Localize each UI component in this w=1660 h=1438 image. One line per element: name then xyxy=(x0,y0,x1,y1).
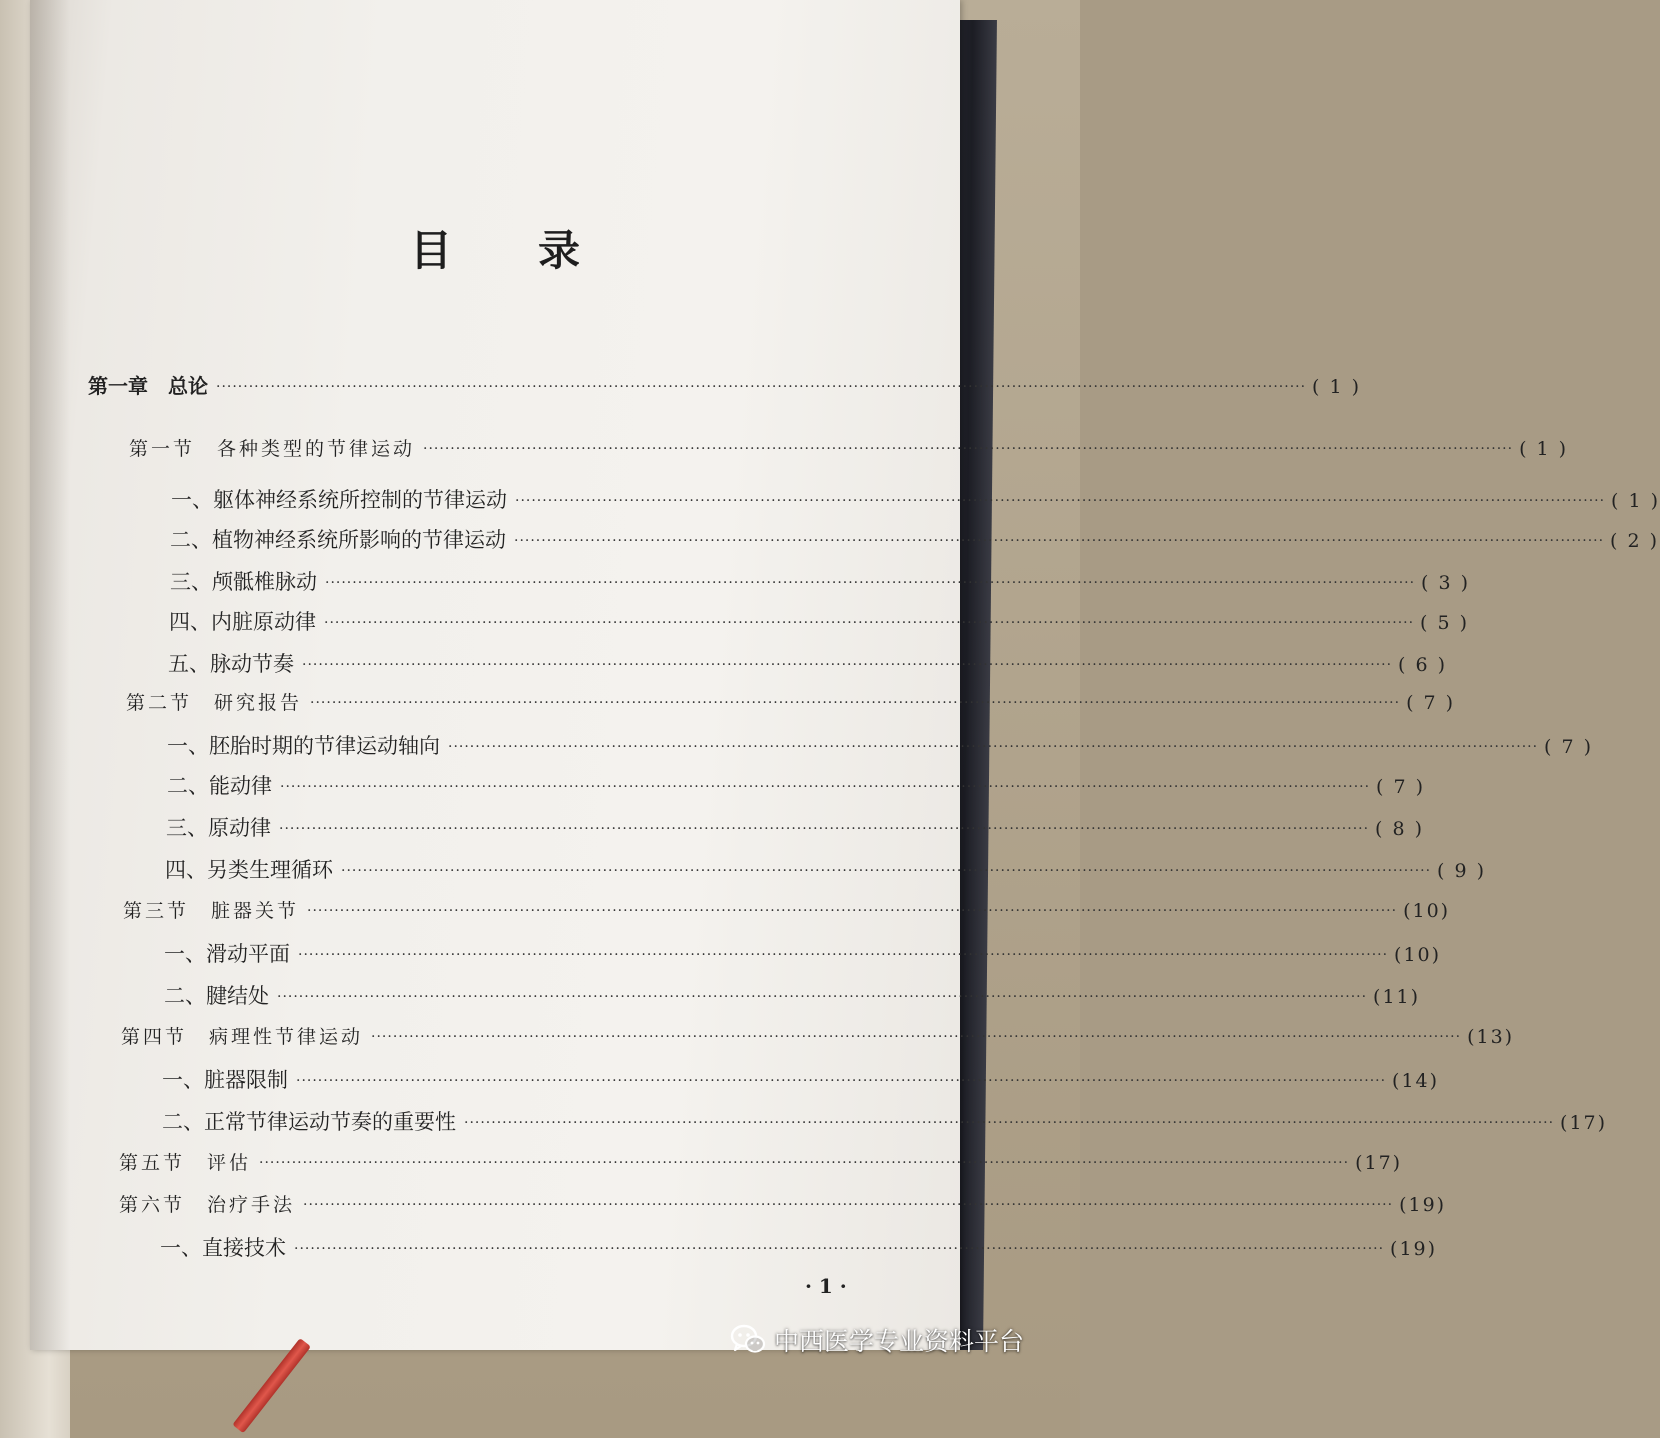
toc-entry-item xyxy=(162,1064,1440,1094)
toc-entry-item xyxy=(166,812,1425,842)
toc-entry-page: ( 7 ) xyxy=(1544,736,1594,758)
toc-entry-chapter xyxy=(88,370,1362,400)
toc-leader-dots: ········································································································································································································ xyxy=(514,533,1605,549)
toc-entry-section xyxy=(123,896,1451,926)
toc-leader-dots: ········································································································································································································ xyxy=(302,657,1393,673)
toc-entry-page: (14) xyxy=(1392,1070,1440,1092)
toc-entry-item xyxy=(171,484,1660,514)
toc-entry-section xyxy=(119,1148,1403,1178)
toc-entry-page: ( 1 ) xyxy=(1611,490,1660,512)
title-char-1: 目 xyxy=(410,226,453,275)
toc-leader-dots: ········································································································································································································ xyxy=(341,863,1432,879)
toc-leader-dots: ········································································································································································································ xyxy=(280,779,1371,795)
toc-entry-label: 一、滑动平面 xyxy=(164,942,290,966)
toc-leader-dots: ········································································································································································································ xyxy=(259,1155,1350,1171)
toc-entry-label: 五、脉动节奏 xyxy=(168,652,294,676)
toc-entry-label: 二、植物神经系统所影响的节律运动 xyxy=(170,528,506,552)
toc-entry-label: 第一节 各种类型的节律运动 xyxy=(129,438,416,460)
toc-leader-dots: ········································································································································································································ xyxy=(325,575,1416,591)
toc-leader-dots: ········································································································································································································ xyxy=(303,1197,1394,1213)
toc-entry-label: 一、脏器限制 xyxy=(162,1068,288,1092)
toc-entry-label: 第一章 总论 xyxy=(88,374,208,398)
watermark-text: 中西医学专业资料平台 xyxy=(774,1327,1025,1356)
toc-entry-page: ( 5 ) xyxy=(1420,612,1470,634)
toc-entry-label: 第四节 病理性节律运动 xyxy=(121,1026,364,1048)
toc-entry-page: (19) xyxy=(1390,1238,1438,1260)
toc-entry-item xyxy=(167,730,1594,760)
toc-entry-page: ( 3 ) xyxy=(1421,572,1471,594)
toc-entry-section xyxy=(121,1022,1515,1052)
toc-entry-item xyxy=(160,1232,1438,1262)
toc-entry-page: ( 7 ) xyxy=(1406,692,1456,714)
toc-entry-page: (10) xyxy=(1394,944,1442,966)
title-char-2: 录 xyxy=(537,226,580,275)
toc-entry-section xyxy=(126,688,1456,718)
watermark xyxy=(730,1322,1024,1358)
toc-entry-item xyxy=(168,648,1448,678)
toc-leader-dots: ········································································································································································································ xyxy=(515,493,1606,509)
toc-entry-page: ( 8 ) xyxy=(1375,818,1425,840)
toc-leader-dots: ········································································································································································································ xyxy=(279,821,1370,837)
toc-leader-dots: ········································································································································································································ xyxy=(296,1073,1387,1089)
toc-entry-page: (10) xyxy=(1403,900,1451,922)
toc-entry-label: 第二节 研究报告 xyxy=(126,692,303,714)
toc-leader-dots: ········································································································································································································ xyxy=(277,989,1368,1005)
toc-entry-label: 一、躯体神经系统所控制的节律运动 xyxy=(171,488,507,512)
toc-entry-label: 第三节 脏器关节 xyxy=(123,900,300,922)
toc-entry-item xyxy=(165,854,1487,884)
toc-entry-label: 四、内脏原动律 xyxy=(169,610,316,634)
toc-leader-dots: ········································································································································································································ xyxy=(464,1115,1555,1131)
toc-entry-item xyxy=(169,606,1470,636)
toc-entry-item xyxy=(170,566,1471,596)
toc-entry-item xyxy=(164,980,1421,1010)
toc-entry-label: 二、腱结处 xyxy=(164,984,269,1008)
toc-leader-dots: ········································································································································································································ xyxy=(324,615,1415,631)
toc-entry-item xyxy=(170,524,1660,554)
toc-entry-page: (17) xyxy=(1355,1152,1403,1174)
toc-entry-label: 一、直接技术 xyxy=(160,1236,286,1260)
toc-leader-dots: ········································································································································································································ xyxy=(307,903,1398,919)
toc-leader-dots: ········································································································································································································ xyxy=(310,695,1401,711)
toc-entry-page: (13) xyxy=(1467,1026,1515,1048)
toc-leader-dots: ········································································································································································································ xyxy=(448,739,1539,755)
toc-leader-dots: ········································································································································································································ xyxy=(216,379,1307,395)
toc-entry-label: 二、能动律 xyxy=(167,774,272,798)
toc-entry-page: ( 1 ) xyxy=(1312,376,1362,398)
toc-entry-page: (19) xyxy=(1399,1194,1447,1216)
toc-leader-dots: ········································································································································································································ xyxy=(371,1029,1462,1045)
toc-entry-page: ( 2 ) xyxy=(1610,530,1660,552)
toc-entry-label: 二、正常节律运动节奏的重要性 xyxy=(162,1110,456,1134)
toc-entry-page: ( 9 ) xyxy=(1437,860,1487,882)
toc-entry-page: (11) xyxy=(1373,986,1421,1008)
toc-entry-item xyxy=(167,770,1426,800)
toc-entry-label: 第六节 治疗手法 xyxy=(119,1194,296,1216)
toc-leader-dots: ········································································································································································································ xyxy=(298,947,1389,963)
toc-entry-label: 第五节 评估 xyxy=(119,1152,252,1174)
toc-entry-section xyxy=(119,1190,1447,1220)
toc-entry-page: ( 1 ) xyxy=(1519,438,1569,460)
toc-entry-label: 四、另类生理循环 xyxy=(165,858,333,882)
wechat-icon xyxy=(730,1324,766,1356)
toc-leader-dots: ········································································································································································································ xyxy=(294,1241,1385,1257)
toc-entry-item xyxy=(164,938,1442,968)
toc-entry-page: (17) xyxy=(1560,1112,1608,1134)
toc-entry-page: ( 6 ) xyxy=(1398,654,1448,676)
page-number: · 1 · xyxy=(805,1274,847,1298)
toc-entry-label: 一、胚胎时期的节律运动轴向 xyxy=(167,734,440,758)
toc-entry-item xyxy=(162,1106,1608,1136)
toc-entry-label: 三、颅骶椎脉动 xyxy=(170,570,317,594)
toc-entry-page: ( 7 ) xyxy=(1376,776,1426,798)
toc-entry-section xyxy=(129,434,1569,464)
toc-entry-label: 三、原动律 xyxy=(166,816,271,840)
toc-leader-dots: ········································································································································································································ xyxy=(423,441,1514,457)
